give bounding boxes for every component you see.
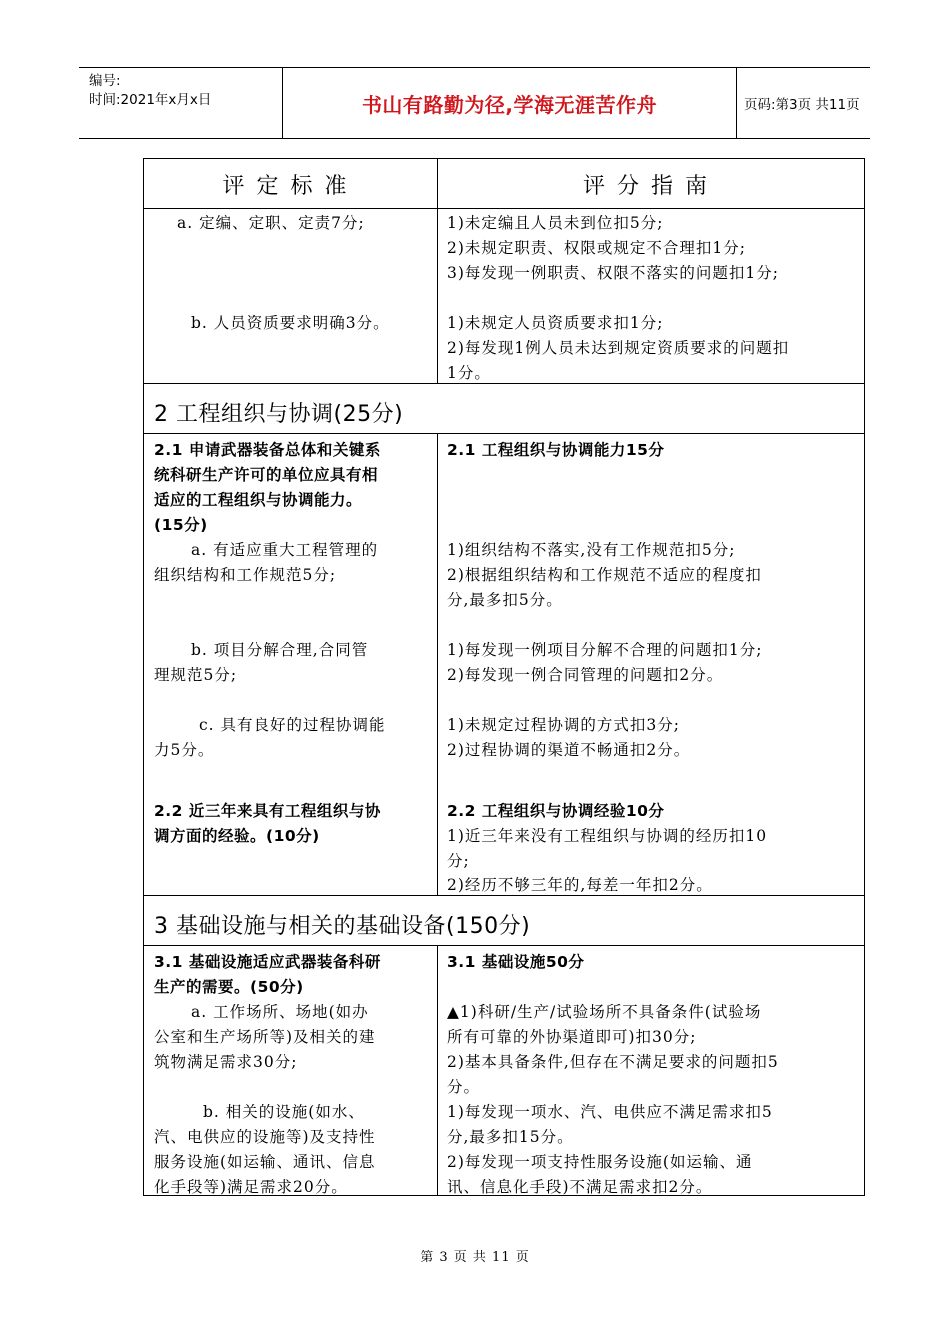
table-divider xyxy=(144,433,864,434)
header-page-code: 页码:第3页 共11页 xyxy=(744,97,860,113)
guide-2-2-item-1: 1)近三年来没有工程组织与协调的经历扣10 xyxy=(447,827,768,845)
header-motto-cell xyxy=(282,68,737,138)
guide-3-1-a-item-1: ▲1)科研/生产/试验场所不具备条件(试验场 xyxy=(447,1003,762,1021)
criterion-3-1-a-line-2: 公室和生产场所等)及相关的建 xyxy=(154,1028,376,1046)
criterion-2-2-line-1: 2.2 近三年来具有工程组织与协 xyxy=(154,802,381,820)
criterion-3-1-b-line-2: 汽、电供应的设施等)及支持性 xyxy=(154,1128,376,1146)
guide-3-1-heading: 3.1 基础设施50分 xyxy=(447,953,585,971)
criterion-3-1-line-2: 生产的需要。(50分) xyxy=(154,978,304,996)
guide-2-2-item-2: 分; xyxy=(447,852,470,870)
column-header-criteria: 评定标准 xyxy=(222,173,359,199)
column-divider xyxy=(437,433,438,895)
column-header-guide: 评分指南 xyxy=(582,173,719,199)
guide-b-item-3: 1分。 xyxy=(447,364,491,382)
guide-3-1-a-item-4: 分。 xyxy=(447,1078,481,1096)
column-divider xyxy=(437,945,438,1195)
guide-2-2-heading: 2.2 工程组织与协调经验10分 xyxy=(447,802,665,820)
section-3-title: 3 基础设施与相关的基础设备(150分) xyxy=(154,914,531,939)
criterion-2-1-a-line-1: a. 有适应重大工程管理的 xyxy=(191,541,379,559)
criterion-2-1-line-3: 适应的工程组织与协调能力。 xyxy=(154,491,363,509)
criterion-3-1-b-line-1: b. 相关的设施(如水、 xyxy=(203,1103,365,1121)
table-divider xyxy=(144,945,864,946)
document-number-label: 编号: xyxy=(89,73,121,89)
page-footer: 第 3 页 共 11 页 xyxy=(420,1250,530,1265)
guide-a-item-1: 1)未定编且人员未到位扣5分; xyxy=(447,214,664,232)
guide-2-1-c-item-1: 1)未规定过程协调的方式扣3分; xyxy=(447,716,680,734)
guide-2-1-b-item-1: 1)每发现一例项目分解不合理的问题扣1分; xyxy=(447,641,763,659)
guide-3-1-b-item-3: 2)每发现一项支持性服务设施(如运输、通 xyxy=(447,1153,753,1171)
guide-2-1-a-item-2: 2)根据组织结构和工作规范不适应的程度扣 xyxy=(447,566,762,584)
guide-3-1-a-item-3: 2)基本具备条件,但存在不满足要求的问题扣5 xyxy=(447,1053,779,1071)
criterion-2-1-b-line-2: 理规范5分; xyxy=(154,666,238,684)
criterion-2-1-a-line-2: 组织结构和工作规范5分; xyxy=(154,566,337,584)
guide-2-1-heading: 2.1 工程组织与协调能力15分 xyxy=(447,441,665,459)
criterion-3-1-line-1: 3.1 基础设施适应武器装备科研 xyxy=(154,953,381,971)
guide-2-1-a-item-1: 1)组织结构不落实,没有工作规范扣5分; xyxy=(447,541,736,559)
criterion-b-text: b. 人员资质要求明确3分。 xyxy=(191,314,390,332)
criterion-2-1-line-4: (15分) xyxy=(154,516,208,534)
criterion-2-1-c-line-2: 力5分。 xyxy=(154,741,215,759)
guide-b-item-1: 1)未规定人员资质要求扣1分; xyxy=(447,314,664,332)
guide-a-item-3: 3)每发现一例职责、权限不落实的问题扣1分; xyxy=(447,264,779,282)
guide-2-1-c-item-2: 2)过程协调的渠道不畅通扣2分。 xyxy=(447,741,691,759)
criterion-3-1-a-line-1: a. 工作场所、场地(如办 xyxy=(191,1003,369,1021)
guide-a-item-2: 2)未规定职责、权限或规定不合理扣1分; xyxy=(447,239,746,257)
header-meta xyxy=(79,68,282,138)
criterion-a-text: a. 定编、定职、定责7分; xyxy=(177,214,365,232)
criterion-2-1-line-2: 统科研生产许可的单位应具有相 xyxy=(154,466,379,484)
criterion-3-1-a-line-3: 筑物满足需求30分; xyxy=(154,1053,298,1071)
guide-b-item-2: 2)每发现1例人员未达到规定资质要求的问题扣 xyxy=(447,339,790,357)
section-2-title: 2 工程组织与协调(25分) xyxy=(154,402,404,427)
guide-3-1-a-item-2: 所有可靠的外协渠道即可)扣30分; xyxy=(447,1028,697,1046)
guide-2-2-item-3: 2)经历不够三年的,每差一年扣2分。 xyxy=(447,876,713,894)
guide-2-1-a-item-3: 分,最多扣5分。 xyxy=(447,591,563,609)
guide-3-1-b-item-2: 分,最多扣15分。 xyxy=(447,1128,574,1146)
scoring-table xyxy=(143,158,865,1196)
criterion-3-1-b-line-4: 化手段等)满足需求20分。 xyxy=(154,1178,348,1196)
criterion-2-1-line-1: 2.1 申请武器装备总体和关键系 xyxy=(154,441,381,459)
criterion-2-1-b-line-1: b. 项目分解合理,合同管 xyxy=(191,641,369,659)
guide-2-1-b-item-2: 2)每发现一例合同管理的问题扣2分。 xyxy=(447,666,724,684)
guide-3-1-b-item-4: 讯、信息化手段)不满足需求扣2分。 xyxy=(447,1178,713,1196)
page-header xyxy=(79,67,870,139)
header-motto: 书山有路勤为径,学海无涯苦作舟 xyxy=(361,92,658,117)
criterion-2-1-c-line-1: c. 具有良好的过程协调能 xyxy=(199,716,386,734)
criterion-3-1-b-line-3: 服务设施(如运输、通讯、信息 xyxy=(154,1153,376,1171)
guide-3-1-b-item-1: 1)每发现一项水、汽、电供应不满足需求扣5 xyxy=(447,1103,773,1121)
criterion-2-2-line-2: 调方面的经验。(10分) xyxy=(154,827,320,845)
document-date: 时间:2021年x月x日 xyxy=(89,92,212,108)
